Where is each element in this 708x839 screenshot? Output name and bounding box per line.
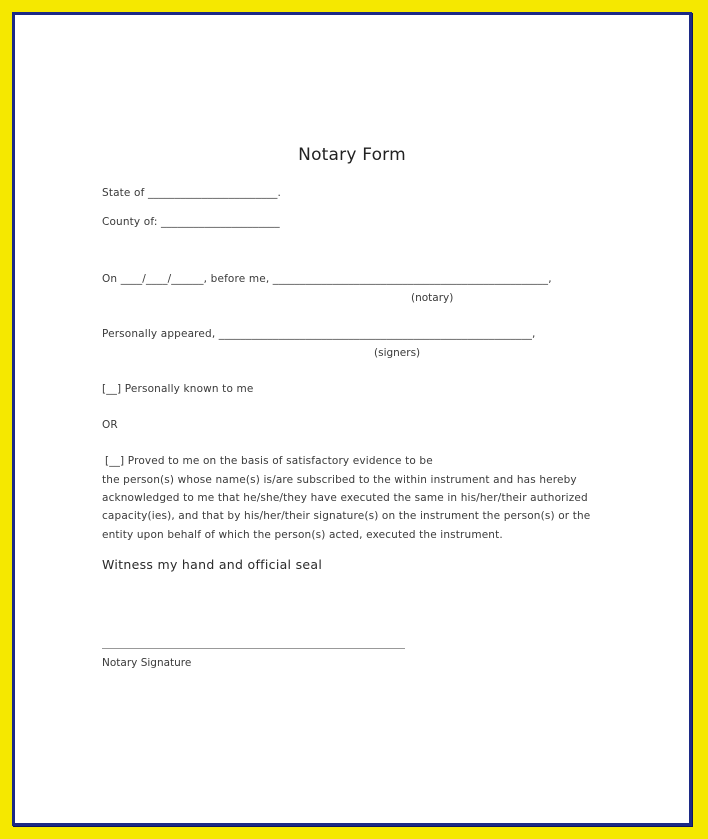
witness-heading: Witness my hand and official seal <box>102 557 323 572</box>
body-text-line-2: acknowledged to me that he/she/they have executed the same in his/her/their authorized <box>102 492 588 504</box>
personally-appeared-line: Personally appeared, __________________________________________________________, <box>102 328 536 340</box>
date-before-me-line: On ____/____/______, before me, ___________________________________________________, <box>102 273 552 285</box>
proved-checkbox-line: [__] Proved to me on the basis of satisfactory evidence to be <box>105 455 433 467</box>
signature-line <box>102 648 405 649</box>
notary-signature-label: Notary Signature <box>102 657 192 669</box>
notary-caption: (notary) <box>411 292 454 304</box>
body-text-line-1: the person(s) whose name(s) is/are subscribed to the within instrument and has hereby <box>102 474 577 486</box>
or-separator: OR <box>102 419 118 431</box>
notary-form-page <box>15 15 689 823</box>
state-of-line: State of ________________________. <box>102 187 282 199</box>
body-text-line-4: entity upon behalf of which the person(s) acted, executed the instrument. <box>102 529 503 541</box>
document-frame <box>12 12 692 826</box>
body-text-line-3: capacity(ies), and that by his/her/their signature(s) on the instrument the person(s) or the <box>102 510 591 522</box>
signers-caption: (signers) <box>374 347 421 359</box>
form-title: Notary Form <box>298 145 406 165</box>
personally-known-checkbox-line: [__] Personally known to me <box>102 383 254 395</box>
county-of-line: County of: ______________________ <box>102 216 280 228</box>
